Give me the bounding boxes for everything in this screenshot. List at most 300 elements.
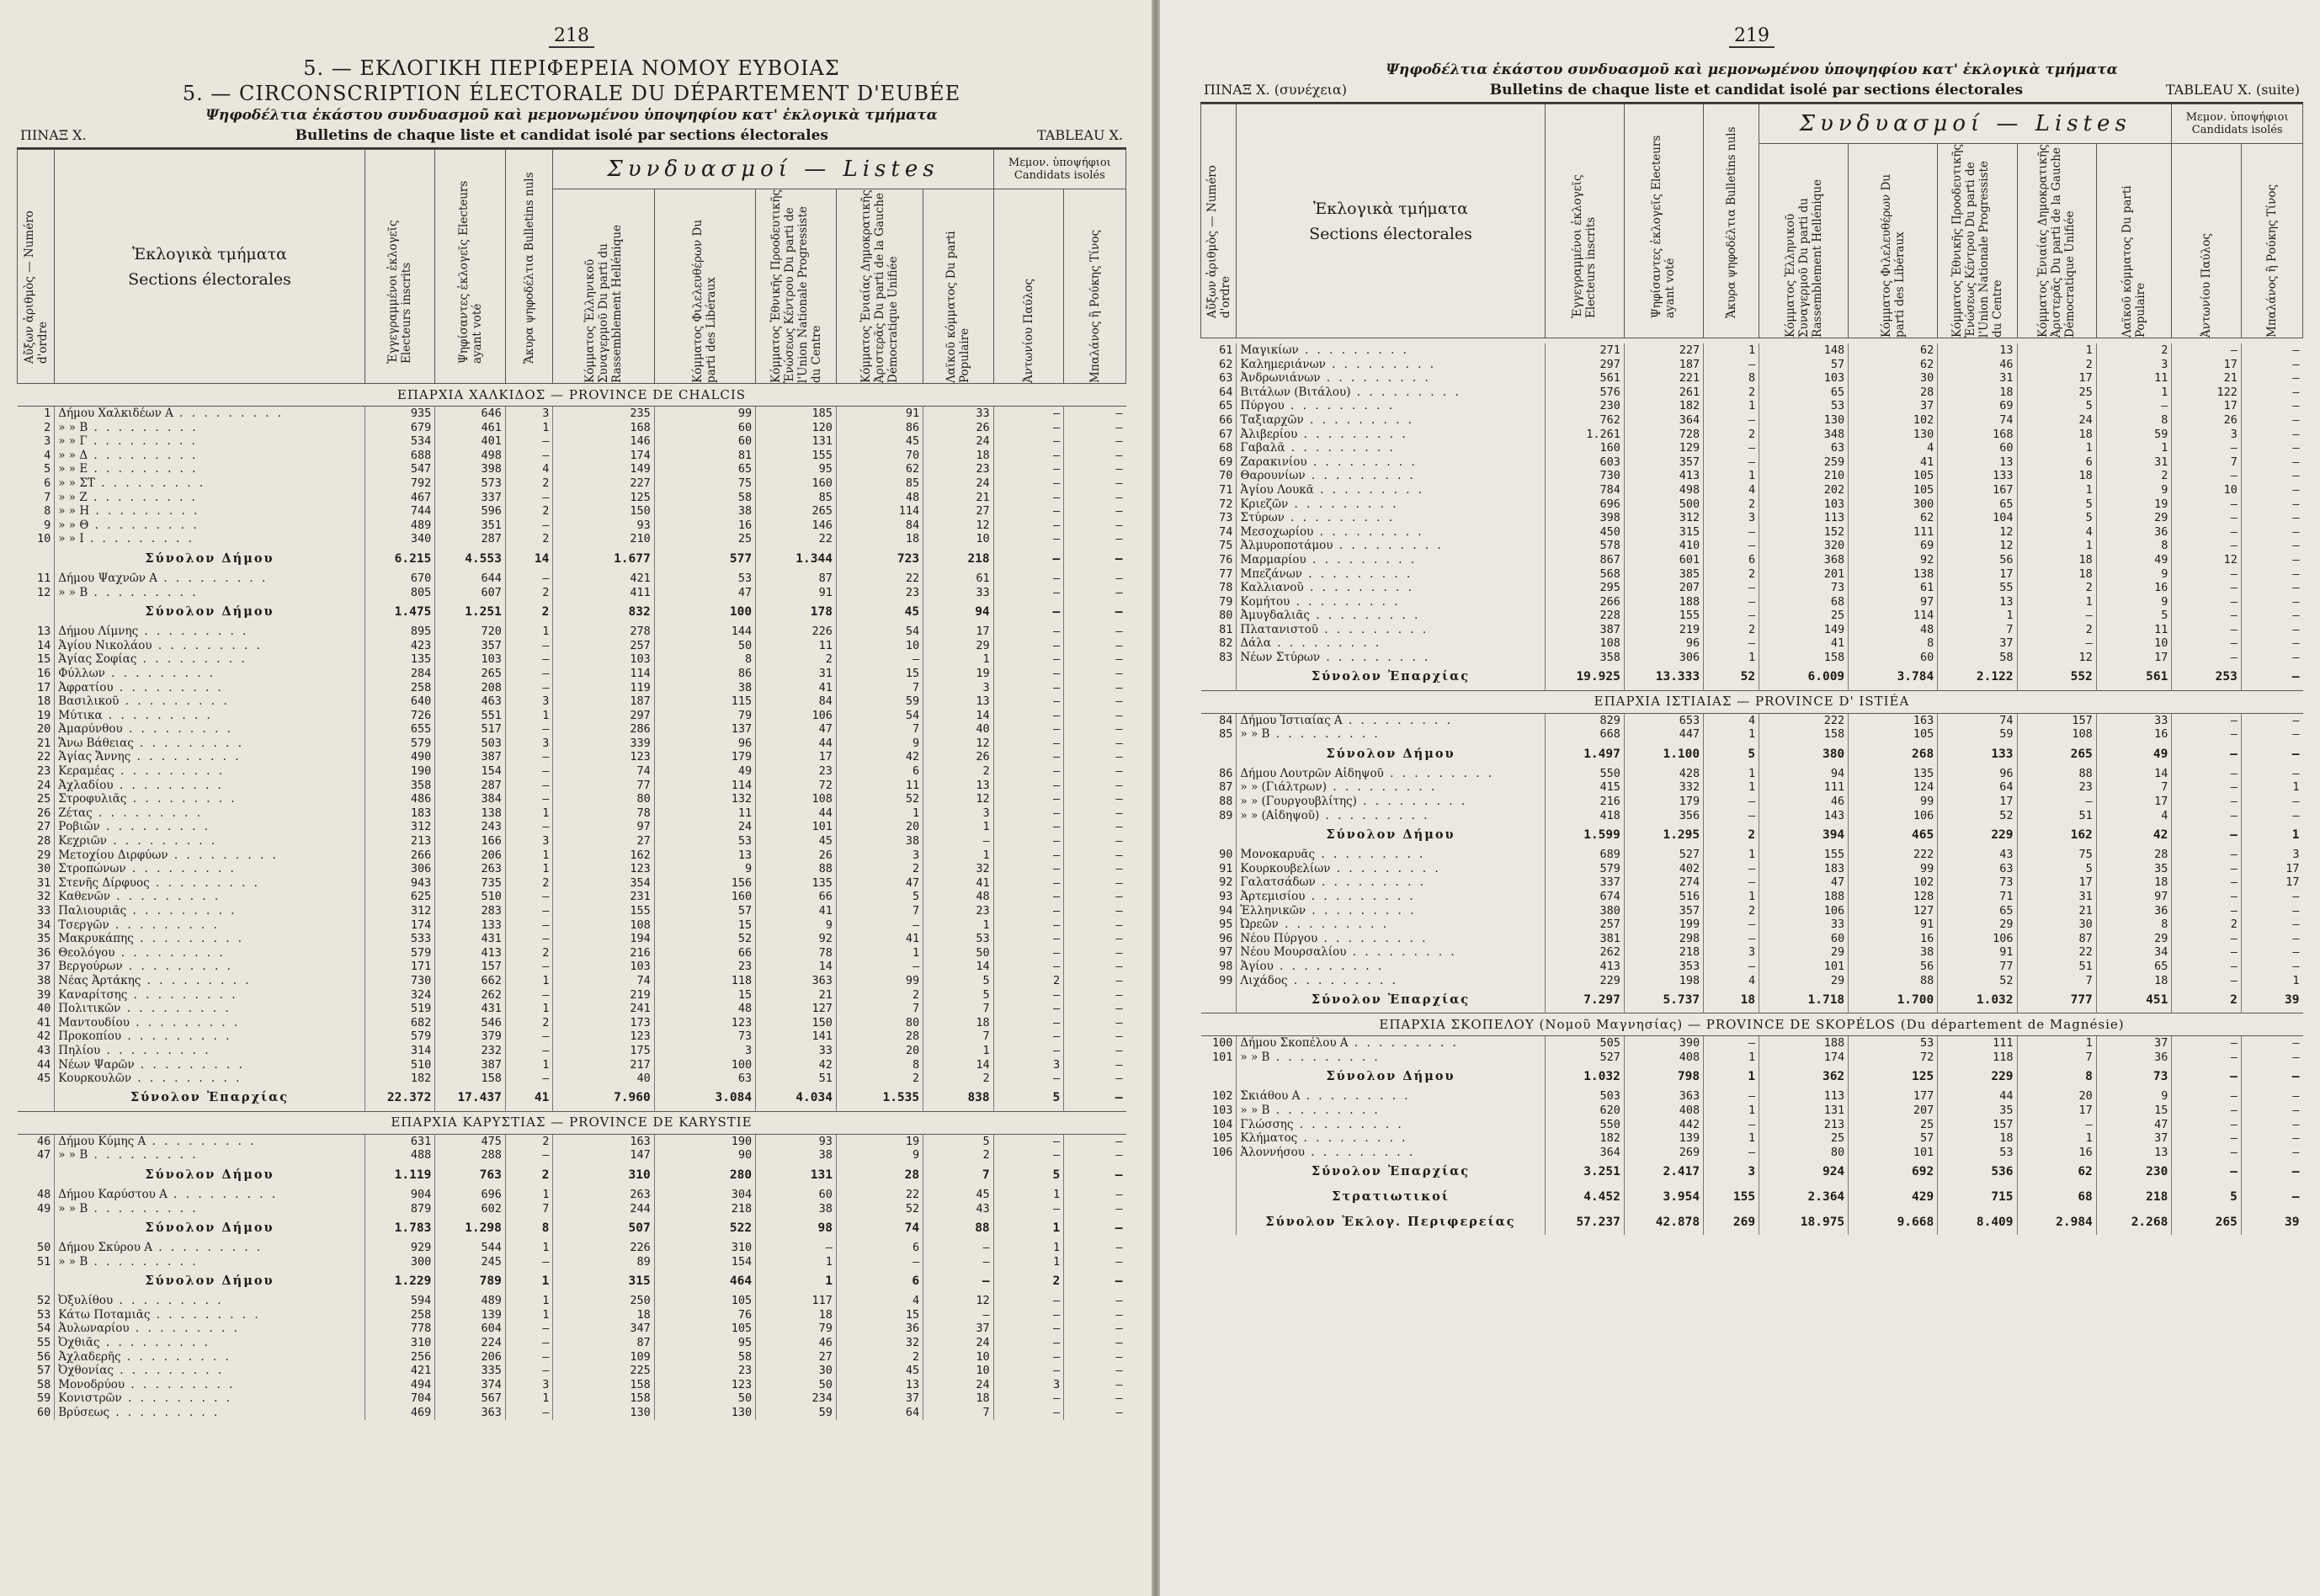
section-name-text: Ἁγίας Σοφίας: [58, 652, 137, 667]
table-row: [18, 779, 1126, 793]
value-cell: 105: [1849, 727, 1938, 742]
value-cell: 527: [1624, 848, 1703, 862]
section-name: [55, 1364, 365, 1378]
value-cell: 379: [435, 1029, 506, 1044]
value-cell: 364: [1624, 413, 1703, 428]
leader-dots: . . . . . . . . .: [133, 932, 245, 946]
value-cell: 149: [1759, 623, 1849, 637]
leader-dots: . . . . . . . . .: [1269, 1103, 1381, 1117]
value-cell: 358: [1545, 651, 1624, 665]
leader-dots: . . . . . . . . .: [119, 694, 230, 709]
value-cell: 179: [1624, 795, 1703, 809]
row-number: 11: [36, 571, 51, 585]
value-cell: —: [993, 709, 1064, 723]
value-cell: 2: [923, 764, 994, 779]
value-cell: 792: [364, 476, 435, 491]
value-cell: 8: [654, 652, 755, 667]
value-cell: 2.417: [1624, 1159, 1703, 1184]
value-cell: 123: [553, 862, 654, 876]
value-cell: 155: [1759, 848, 1849, 862]
value-cell: 577: [654, 546, 755, 572]
value-cell: —: [1064, 1322, 1126, 1336]
leader-dots: . . . . . . . . .: [1287, 973, 1398, 987]
row-number: 21: [36, 736, 51, 750]
value-cell: 8.409: [1938, 1210, 2017, 1235]
header-l4: [836, 189, 923, 384]
value-cell: 297: [1545, 358, 1624, 372]
value-cell: 374: [435, 1378, 506, 1392]
section-name: [55, 532, 365, 546]
value-cell: 41: [1759, 636, 1849, 651]
section-name: [1237, 1184, 1545, 1210]
value-cell: 158: [1759, 651, 1849, 665]
value-cell: 280: [654, 1162, 755, 1188]
value-cell: 1: [505, 1188, 553, 1202]
leader-dots: . . . . . . . . .: [1319, 808, 1430, 822]
section-name-text: Νέας Ἀρτάκης: [58, 973, 141, 987]
value-cell: 20: [836, 820, 923, 834]
value-cell: 357: [1624, 904, 1703, 918]
leader-dots: . . . . . . . . .: [1288, 497, 1399, 511]
section-name-text: Ἀμυγδαλιᾶς: [1240, 609, 1310, 623]
value-cell: 594: [364, 1294, 435, 1308]
value-cell: 300: [364, 1255, 435, 1269]
table-row: [18, 722, 1126, 737]
value-cell: —: [993, 434, 1064, 449]
header-votants-text: Ψηφίσαντες ἐκλογεῖς Electeurs ayant voté: [456, 180, 484, 364]
value-cell: 17: [923, 625, 994, 639]
value-cell: —: [1064, 1308, 1126, 1322]
value-cell: 78: [756, 946, 837, 960]
header-inscrits: [1545, 104, 1624, 338]
value-cell: 227: [1624, 343, 1703, 358]
value-cell: 42: [2096, 822, 2172, 848]
value-cell: 13.333: [1624, 665, 1703, 691]
table-body: [1201, 338, 2303, 1236]
value-cell: 428: [1624, 767, 1703, 781]
leader-dots: . . . . . . . . .: [1297, 1131, 1408, 1146]
value-cell: 105: [1849, 483, 1938, 497]
section-name: [55, 1308, 365, 1322]
value-cell: 60: [756, 1188, 837, 1202]
section-name-text: Ζαρακινίου: [1240, 455, 1307, 469]
value-cell: —: [1064, 709, 1126, 723]
leader-dots: . . . . . . . . .: [113, 1294, 224, 1308]
table-row: [18, 792, 1126, 806]
section-name: [55, 1029, 365, 1044]
value-cell: 218: [1624, 945, 1703, 960]
page-number: 218: [17, 25, 1126, 46]
value-cell: 48: [836, 491, 923, 505]
value-cell: —: [2172, 1159, 2241, 1184]
value-cell: 39: [2241, 987, 2302, 1013]
value-cell: 130: [553, 1406, 654, 1420]
value-cell: 48: [1849, 623, 1938, 637]
value-cell: —: [993, 1134, 1064, 1148]
value-cell: 17: [2017, 1104, 2096, 1118]
value-cell: 1.700: [1849, 987, 1938, 1013]
value-cell: 498: [435, 449, 506, 463]
leader-dots: . . . . . . . . .: [1270, 636, 1382, 651]
value-cell: 2: [993, 1269, 1064, 1294]
leader-dots: . . . . . . . . .: [122, 722, 233, 737]
section-name: [55, 1350, 365, 1365]
leader-dots: . . . . . . . . .: [114, 764, 226, 779]
row-number: 7: [44, 490, 51, 504]
section-name-text: Κομήτου: [1240, 594, 1290, 609]
value-cell: 75: [2017, 848, 2096, 862]
table-row: [1201, 386, 2303, 400]
row-number: 89: [1219, 808, 1233, 822]
value-cell: 44: [1938, 1089, 2017, 1104]
value-cell: 23: [836, 586, 923, 600]
value-cell: 17: [2017, 371, 2096, 386]
value-cell: 17: [1938, 795, 2017, 809]
value-cell: 1: [836, 806, 923, 821]
value-cell: —: [1064, 1058, 1126, 1072]
value-cell: 30: [2017, 918, 2096, 932]
value-cell: 18: [923, 1016, 994, 1030]
row-number: 2: [44, 420, 51, 434]
header-votants-text: Ψηφίσαντες ἐκλογεῖς Electeurs ayant voté: [1650, 135, 1678, 318]
value-cell: 102: [1849, 413, 1938, 428]
section-name-text: Κεχριῶν: [58, 834, 107, 849]
row-number: 14: [36, 638, 51, 652]
leader-dots: . . . . . . . . .: [83, 532, 194, 546]
value-cell: —: [1064, 532, 1126, 546]
value-cell: —: [1064, 806, 1126, 821]
value-cell: 2: [505, 599, 553, 625]
value-cell: 108: [756, 792, 837, 806]
value-cell: —: [993, 462, 1064, 476]
table-row: [18, 1188, 1126, 1202]
value-cell: 208: [435, 681, 506, 695]
table-row: [1201, 581, 2303, 595]
header-nuls-text: Ἄκυρα ψηφοδέλτια Bulletins nuls: [522, 171, 536, 364]
value-cell: 80: [553, 792, 654, 806]
section-name-text: Σύνολον Δήμου: [1326, 1069, 1455, 1084]
value-cell: 25: [2017, 386, 2096, 400]
value-cell: 12: [923, 737, 994, 751]
value-cell: —: [1064, 476, 1126, 491]
section-name: [1237, 371, 1545, 386]
value-cell: —: [2172, 651, 2241, 665]
value-cell: 100: [654, 599, 755, 625]
value-cell: —: [2241, 713, 2302, 727]
section-name-text: Σύνολον Δήμου: [145, 1273, 274, 1288]
value-cell: 1: [1704, 1064, 1759, 1089]
value-cell: 895: [364, 625, 435, 639]
table-label-french: TABLEAU X.: [1036, 127, 1123, 143]
row-number: 8: [44, 504, 51, 519]
section-name: [1237, 875, 1545, 890]
table-row: [18, 820, 1126, 834]
row-number: [1201, 1210, 1237, 1235]
section-name-text: » » Ι: [58, 532, 84, 546]
value-cell: 157: [1938, 1118, 2017, 1132]
value-cell: 4.553: [435, 546, 506, 572]
value-cell: —: [2241, 945, 2302, 960]
header-nuls-text: Ἄκυρα ψηφοδέλτια Bulletins nuls: [1724, 125, 1738, 318]
value-cell: 527: [1545, 1051, 1624, 1065]
row-number: 99: [1219, 973, 1233, 987]
province-heading-row: [1201, 690, 2303, 713]
value-cell: 304: [654, 1188, 755, 1202]
value-cell: 95: [756, 462, 837, 476]
section-name: [1237, 665, 1545, 691]
section-name-text: Ὠρεῶν: [1240, 918, 1279, 932]
value-cell: 380: [1545, 904, 1624, 918]
row-number: 97: [1219, 945, 1233, 960]
value-cell: 221: [1624, 371, 1703, 386]
section-name-text: Βρύσεως: [58, 1406, 110, 1420]
section-name: [55, 1002, 365, 1016]
value-cell: 49: [654, 764, 755, 779]
table-row: [1201, 567, 2303, 582]
value-cell: —: [2172, 727, 2241, 742]
row-number: 86: [1219, 766, 1233, 780]
value-cell: —: [2241, 1051, 2302, 1065]
section-name-text: Ἀχλαδερῆς: [58, 1349, 121, 1364]
value-cell: 171: [364, 960, 435, 974]
value-cell: —: [2241, 343, 2302, 358]
value-cell: —: [2241, 1036, 2302, 1051]
leader-dots: . . . . . . . . .: [1300, 1089, 1411, 1104]
leader-dots: . . . . . . . . .: [167, 1187, 279, 1201]
section-name-text: Ἁγίας Ἄννης: [58, 750, 131, 764]
value-cell: 486: [364, 792, 435, 806]
section-name-text: Σύνολον Δήμου: [145, 551, 274, 566]
row-number: 82: [1219, 636, 1233, 651]
value-cell: 1: [756, 1269, 837, 1294]
value-cell: 2.984: [2017, 1210, 2096, 1235]
value-cell: 101: [1759, 960, 1849, 974]
value-cell: —: [1064, 764, 1126, 779]
value-cell: 17: [2096, 651, 2172, 665]
value-cell: 39: [2241, 1210, 2302, 1235]
section-name-text: » » Β: [58, 1201, 88, 1216]
value-cell: 498: [1624, 483, 1703, 497]
value-cell: 158: [553, 1391, 654, 1406]
table-row: [1201, 413, 2303, 428]
table-row: [18, 519, 1126, 533]
value-cell: —: [993, 1002, 1064, 1016]
value-cell: 122: [2172, 386, 2241, 400]
value-cell: —: [1064, 1016, 1126, 1030]
section-name-text: Κεραμέας: [58, 764, 114, 779]
value-cell: 53: [1759, 399, 1849, 413]
value-cell: —: [505, 764, 553, 779]
value-cell: 1: [1938, 609, 2017, 623]
value-cell: 158: [553, 1378, 654, 1392]
value-cell: 1: [2241, 974, 2302, 988]
value-cell: 61: [1849, 581, 1938, 595]
header-l2: [1849, 144, 1938, 338]
section-name-text: Ἁγίου Λουκᾶ: [1240, 482, 1314, 497]
value-cell: 62: [1849, 511, 1938, 525]
value-cell: 91: [756, 586, 837, 600]
value-cell: 50: [654, 639, 755, 653]
value-cell: —: [993, 1364, 1064, 1378]
section-name: [55, 806, 365, 821]
value-cell: 88: [923, 1216, 994, 1241]
value-cell: —: [993, 667, 1064, 681]
value-cell: 114: [1849, 609, 1938, 623]
value-cell: 137: [654, 722, 755, 737]
value-cell: 33: [2096, 713, 2172, 727]
value-cell: 561: [2096, 665, 2172, 691]
value-cell: 29: [1759, 974, 1849, 988]
province-heading: ΕΠΑΡΧΙΑ ΙΣΤΙΑΙΑΣ — PROVINCE D' ISTIÉA: [1201, 690, 2303, 713]
value-cell: 387: [435, 1058, 506, 1072]
leader-dots: . . . . . . . . .: [1303, 412, 1414, 427]
value-cell: 879: [364, 1202, 435, 1216]
value-cell: 431: [435, 932, 506, 946]
value-cell: 5: [2172, 1184, 2241, 1210]
value-cell: 57: [1849, 1131, 1938, 1146]
section-name: [55, 709, 365, 723]
value-cell: —: [1064, 491, 1126, 505]
section-name-text: Στροπώνων: [58, 862, 126, 876]
value-cell: —: [2172, 945, 2241, 960]
section-name: [55, 546, 365, 572]
value-cell: 17: [2172, 358, 2241, 372]
row-number: 101: [1212, 1050, 1233, 1064]
value-cell: 3: [505, 737, 553, 751]
value-cell: —: [2172, 875, 2241, 890]
section-name: [55, 572, 365, 586]
row-number: 102: [1212, 1089, 1233, 1104]
header-l5-text: Λαϊκοῦ κόμματος Du parti Populaire: [944, 231, 972, 383]
title-greek: 5. — ΕΚΛΟΓΙΚΗ ΠΕΡΙΦΕΡΕΙΑ ΝΟΜΟΥ ΕΥΒΟΙΑΣ: [303, 56, 840, 80]
value-cell: 123: [654, 1016, 755, 1030]
value-cell: 124: [1849, 780, 1938, 795]
value-cell: 91: [1849, 918, 1938, 932]
section-name-text: Στροφυλιᾶς: [58, 792, 127, 806]
value-cell: —: [505, 1044, 553, 1058]
value-cell: 431: [435, 1002, 506, 1016]
section-name: [55, 1269, 365, 1294]
row-number: 47: [36, 1148, 51, 1162]
section-name: [1237, 595, 1545, 609]
value-cell: 173: [553, 1016, 654, 1030]
value-cell: —: [836, 1255, 923, 1269]
leader-dots: . . . . . . . . .: [1290, 594, 1401, 609]
value-cell: 357: [435, 639, 506, 653]
section-name: [1237, 343, 1545, 358]
leader-dots: . . . . . . . . .: [152, 638, 263, 652]
row-number: 56: [36, 1349, 51, 1364]
value-cell: 23: [923, 904, 994, 918]
row-number: 96: [1219, 931, 1233, 945]
value-cell: 32: [836, 1336, 923, 1350]
value-cell: 488: [364, 1148, 435, 1162]
value-cell: 408: [1624, 1104, 1703, 1118]
value-cell: 2: [756, 652, 837, 667]
value-cell: 363: [435, 1406, 506, 1420]
leader-dots: . . . . . . . . .: [1297, 427, 1408, 441]
table-row: [18, 764, 1126, 779]
value-cell: 86: [654, 667, 755, 681]
section-name: [55, 890, 365, 904]
value-cell: 362: [1759, 1064, 1849, 1089]
section-name: [55, 1086, 365, 1112]
value-cell: 463: [435, 694, 506, 709]
leader-dots: . . . . . . . . .: [1273, 959, 1385, 973]
value-cell: 231: [553, 890, 654, 904]
value-cell: 670: [364, 572, 435, 586]
value-cell: —: [993, 652, 1064, 667]
value-cell: 64: [1938, 780, 2017, 795]
section-name: [55, 988, 365, 1003]
value-cell: 1: [923, 918, 994, 933]
table-row: [1201, 497, 2303, 512]
section-name: [1237, 1159, 1545, 1184]
value-cell: —: [2241, 553, 2302, 567]
section-name-text: » » Β: [58, 1254, 88, 1269]
value-cell: 601: [1624, 553, 1703, 567]
value-cell: —: [2172, 767, 2241, 781]
value-cell: 49: [2096, 553, 2172, 567]
value-cell: 52: [1704, 665, 1759, 691]
leader-dots: . . . . . . . . .: [122, 960, 233, 974]
value-cell: 284: [364, 667, 435, 681]
value-cell: 49: [2096, 742, 2172, 767]
value-cell: 73: [1759, 581, 1849, 595]
row-number: 90: [1219, 848, 1233, 862]
value-cell: 2: [505, 876, 553, 891]
value-cell: 5: [993, 1162, 1064, 1188]
value-cell: 42: [756, 1058, 837, 1072]
header-isoles: Μεμον. ὑποψήφιοι Candidats isolés: [993, 150, 1125, 189]
value-cell: 77: [1938, 960, 2017, 974]
value-cell: 625: [364, 890, 435, 904]
value-cell: 9: [2096, 1089, 2172, 1104]
value-cell: 23: [923, 462, 994, 476]
table-row: [1201, 609, 2303, 623]
table-row: [18, 639, 1126, 653]
value-cell: 21: [2017, 904, 2096, 918]
value-cell: 312: [364, 904, 435, 918]
value-cell: 7: [2017, 974, 2096, 988]
value-cell: 263: [435, 862, 506, 876]
value-cell: 312: [1624, 511, 1703, 525]
table-row: [1201, 1104, 2303, 1118]
value-cell: —: [993, 599, 1064, 625]
section-name-text: Σύνολον Δήμου: [145, 1220, 274, 1235]
value-cell: 7: [2096, 780, 2172, 795]
value-cell: 228: [1545, 609, 1624, 623]
value-cell: 503: [435, 737, 506, 751]
value-cell: 576: [1545, 386, 1624, 400]
value-cell: 8: [1849, 636, 1938, 651]
value-cell: 52: [836, 1202, 923, 1216]
section-name-text: Γαλατσάδων: [1240, 875, 1316, 890]
value-cell: 102: [1849, 875, 1938, 890]
header-isoles: Μεμον. ὑποψήφιοι Candidats isolés: [2172, 104, 2303, 144]
section-name: [55, 932, 365, 946]
leader-dots: . . . . . . . . .: [1284, 511, 1396, 525]
value-cell: 534: [364, 434, 435, 449]
table-row: [1201, 469, 2303, 483]
section-name-text: Δήμου Λίμνης: [58, 625, 139, 639]
section-name-text: Ὀξυλίθου: [58, 1294, 114, 1308]
section-name-text: Μαρμαρίου: [1240, 552, 1306, 567]
section-name-text: Ὀχθιᾶς: [58, 1336, 100, 1350]
value-cell: —: [505, 960, 553, 974]
value-cell: —: [1064, 932, 1126, 946]
value-cell: 29: [1938, 918, 2017, 932]
